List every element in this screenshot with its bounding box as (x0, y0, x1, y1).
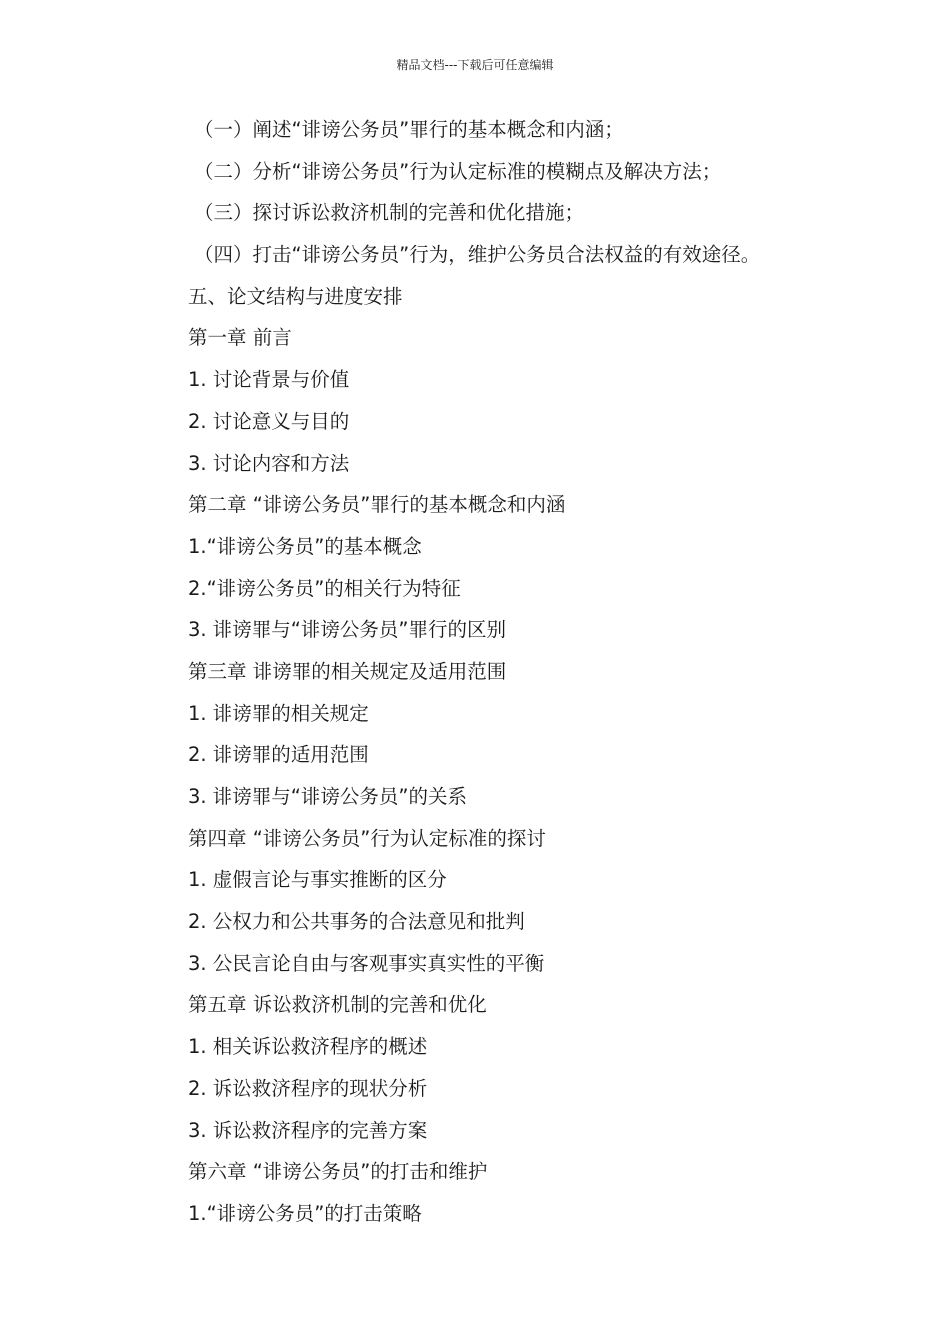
chapter-3-item-1: 1. 诽谤罪的相关规定 (188, 701, 369, 725)
chapter-3-item-3: 3. 诽谤罪与“诽谤公务员”的关系 (188, 785, 468, 808)
chapter-6-title: 第六章 “诽谤公务员”的打击和维护 (188, 1160, 488, 1184)
chapter-6-item-1: 1.“诽谤公务员”的打击策略 (188, 1201, 422, 1225)
section-heading: 五、论文结构与进度安排 (188, 284, 403, 308)
chapter-1-title: 第一章 前言 (188, 326, 292, 350)
chapter-5-item-3: 3. 诉讼救济程序的完善方案 (188, 1118, 428, 1142)
chapter-3-item-2: 2. 诽谤罪的适用范围 (188, 743, 369, 767)
intro-item-3: （三）探讨诉讼救济机制的完善和优化措施； (194, 201, 585, 225)
document-body (0, 112, 950, 1238)
chapter-3-title: 第三章 诽谤罪的相关规定及适用范围 (188, 659, 507, 683)
chapter-5-title: 第五章 诉讼救济机制的完善和优化 (188, 993, 487, 1017)
chapter-4-title: 第四章 “诽谤公务员”行为认定标准的探讨 (188, 826, 546, 850)
intro-item-2: （二）分析“诽谤公务员”行为认定标准的模糊点及解决方法； (194, 159, 722, 183)
page-header: 精品文档---下载后可任意编辑 (396, 58, 554, 72)
chapter-2-item-1: 1.“诽谤公务员”的基本概念 (188, 534, 422, 558)
chapter-2-item-3: 3. 诽谤罪与“诽谤公务员”罪行的区别 (188, 618, 507, 642)
chapter-2-title: 第二章 “诽谤公务员”罪行的基本概念和内涵 (188, 493, 566, 517)
chapter-4-item-2: 2. 公权力和公共事务的合法意见和批判 (188, 910, 525, 934)
chapter-1-item-1: 1. 讨论背景与价值 (188, 368, 350, 392)
chapter-5-item-1: 1. 相关诉讼救济程序的概述 (188, 1035, 428, 1059)
intro-item-4: （四）打击“诽谤公务员”行为，维护公务员合法权益的有效途径。 (194, 243, 761, 267)
chapter-4-item-3: 3. 公民言论自由与客观事实真实性的平衡 (188, 951, 545, 975)
chapter-2-item-2: 2.“诽谤公务员”的相关行为特征 (188, 576, 461, 600)
chapter-1-item-3: 3. 讨论内容和方法 (188, 451, 350, 475)
chapter-5-item-2: 2. 诉讼救济程序的现状分析 (188, 1076, 428, 1100)
chapter-1-item-2: 2. 讨论意义与目的 (188, 409, 350, 433)
intro-item-1: （一）阐述“诽谤公务员”罪行的基本概念和内涵； (194, 118, 624, 141)
chapter-4-item-1: 1. 虚假言论与事实推断的区分 (188, 868, 447, 892)
